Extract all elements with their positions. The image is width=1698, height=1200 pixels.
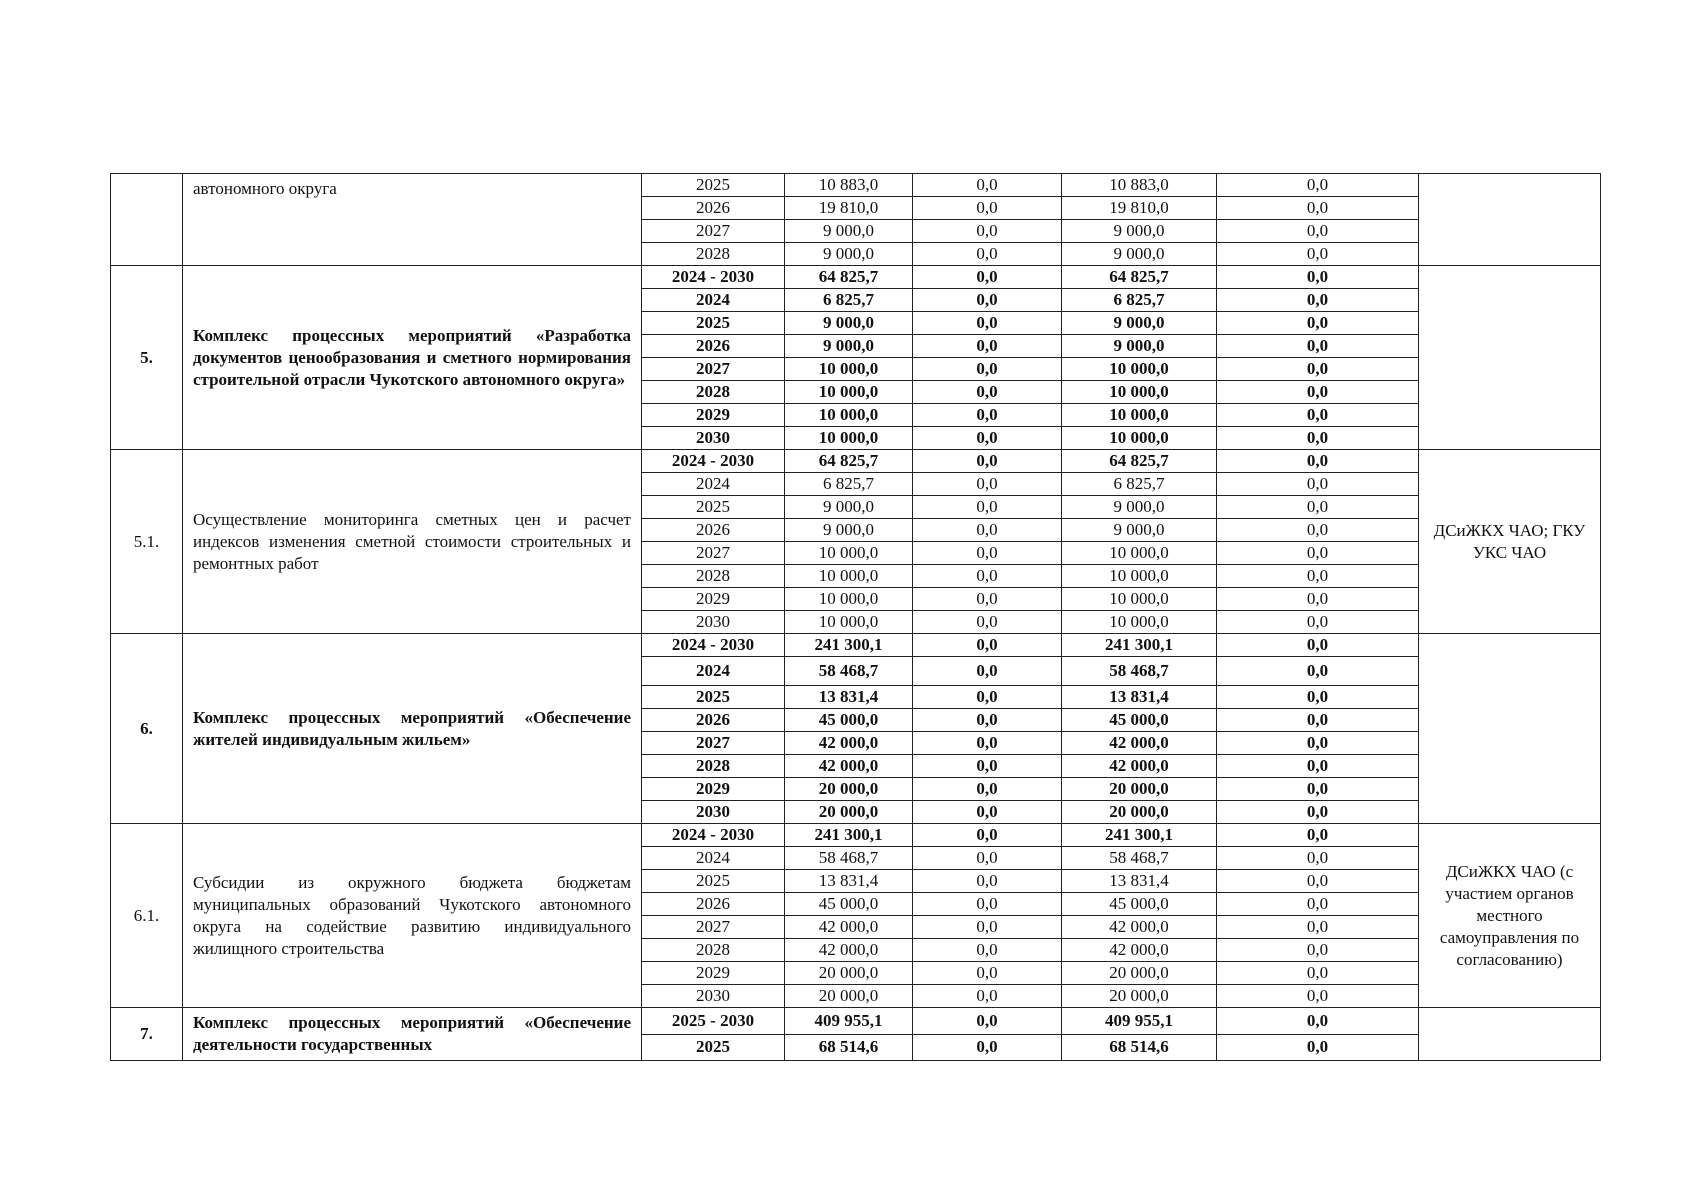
- total-cell: 45 000,0: [785, 893, 913, 916]
- period-cell: 2024 - 2030: [642, 634, 785, 657]
- period-cell: 2024: [642, 847, 785, 870]
- federal-cell: 0,0: [913, 985, 1062, 1008]
- table-row: [111, 266, 1601, 289]
- other-cell: 0,0: [1217, 473, 1419, 496]
- period-cell: 2025: [642, 1034, 785, 1061]
- regional-cell: 42 000,0: [1062, 732, 1217, 755]
- other-cell: 0,0: [1217, 289, 1419, 312]
- other-cell: 0,0: [1217, 801, 1419, 824]
- other-cell: 0,0: [1217, 588, 1419, 611]
- period-cell: 2028: [642, 755, 785, 778]
- regional-cell: 64 825,7: [1062, 450, 1217, 473]
- total-cell: 10 000,0: [785, 565, 913, 588]
- period-cell: 2024 - 2030: [642, 266, 785, 289]
- item-number: 5.: [111, 266, 183, 450]
- other-cell: 0,0: [1217, 709, 1419, 732]
- federal-cell: 0,0: [913, 381, 1062, 404]
- other-cell: 0,0: [1217, 870, 1419, 893]
- regional-cell: 9 000,0: [1062, 243, 1217, 266]
- federal-cell: 0,0: [913, 404, 1062, 427]
- federal-cell: 0,0: [913, 916, 1062, 939]
- regional-cell: 42 000,0: [1062, 916, 1217, 939]
- period-cell: 2028: [642, 381, 785, 404]
- other-cell: 0,0: [1217, 985, 1419, 1008]
- federal-cell: 0,0: [913, 427, 1062, 450]
- table-row: [111, 824, 1601, 847]
- total-cell: 42 000,0: [785, 939, 913, 962]
- other-cell: 0,0: [1217, 657, 1419, 686]
- federal-cell: 0,0: [913, 243, 1062, 266]
- federal-cell: 0,0: [913, 473, 1062, 496]
- regional-cell: 58 468,7: [1062, 657, 1217, 686]
- total-cell: 20 000,0: [785, 962, 913, 985]
- other-cell: 0,0: [1217, 847, 1419, 870]
- regional-cell: 13 831,4: [1062, 870, 1217, 893]
- total-cell: 10 000,0: [785, 404, 913, 427]
- regional-cell: 409 955,1: [1062, 1008, 1217, 1035]
- regional-cell: 20 000,0: [1062, 985, 1217, 1008]
- item-number: [111, 174, 183, 266]
- total-cell: 13 831,4: [785, 870, 913, 893]
- period-cell: 2030: [642, 985, 785, 1008]
- federal-cell: 0,0: [913, 1034, 1062, 1061]
- period-cell: 2024 - 2030: [642, 824, 785, 847]
- federal-cell: 0,0: [913, 358, 1062, 381]
- period-cell: 2025: [642, 870, 785, 893]
- other-cell: 0,0: [1217, 243, 1419, 266]
- budget-table: [110, 173, 1601, 1061]
- regional-cell: 10 883,0: [1062, 174, 1217, 197]
- table-row: [111, 1008, 1601, 1035]
- federal-cell: 0,0: [913, 519, 1062, 542]
- regional-cell: 42 000,0: [1062, 755, 1217, 778]
- regional-cell: 10 000,0: [1062, 404, 1217, 427]
- federal-cell: 0,0: [913, 801, 1062, 824]
- federal-cell: 0,0: [913, 542, 1062, 565]
- regional-cell: 13 831,4: [1062, 686, 1217, 709]
- total-cell: 241 300,1: [785, 634, 913, 657]
- other-cell: 0,0: [1217, 611, 1419, 634]
- period-cell: 2026: [642, 709, 785, 732]
- total-cell: 10 000,0: [785, 542, 913, 565]
- total-cell: 10 000,0: [785, 381, 913, 404]
- federal-cell: 0,0: [913, 824, 1062, 847]
- regional-cell: 45 000,0: [1062, 893, 1217, 916]
- regional-cell: 6 825,7: [1062, 473, 1217, 496]
- item-name: Осуществление мониторинга сметных цен и расчет индексов изменения сметной стоимости строительных и ремонтных работ: [183, 450, 642, 634]
- regional-cell: 64 825,7: [1062, 266, 1217, 289]
- regional-cell: 241 300,1: [1062, 634, 1217, 657]
- federal-cell: 0,0: [913, 220, 1062, 243]
- total-cell: 64 825,7: [785, 450, 913, 473]
- regional-cell: 20 000,0: [1062, 778, 1217, 801]
- other-cell: 0,0: [1217, 450, 1419, 473]
- federal-cell: 0,0: [913, 312, 1062, 335]
- other-cell: 0,0: [1217, 755, 1419, 778]
- federal-cell: 0,0: [913, 778, 1062, 801]
- period-cell: 2028: [642, 939, 785, 962]
- other-cell: 0,0: [1217, 1008, 1419, 1035]
- period-cell: 2030: [642, 427, 785, 450]
- federal-cell: 0,0: [913, 588, 1062, 611]
- regional-cell: 10 000,0: [1062, 542, 1217, 565]
- responsible-executor: [1419, 174, 1601, 266]
- other-cell: 0,0: [1217, 1034, 1419, 1061]
- total-cell: 13 831,4: [785, 686, 913, 709]
- period-cell: 2024: [642, 473, 785, 496]
- period-cell: 2029: [642, 962, 785, 985]
- regional-cell: 9 000,0: [1062, 312, 1217, 335]
- regional-cell: 19 810,0: [1062, 197, 1217, 220]
- total-cell: 9 000,0: [785, 519, 913, 542]
- other-cell: 0,0: [1217, 197, 1419, 220]
- total-cell: 9 000,0: [785, 243, 913, 266]
- total-cell: 20 000,0: [785, 778, 913, 801]
- total-cell: 9 000,0: [785, 312, 913, 335]
- total-cell: 9 000,0: [785, 220, 913, 243]
- federal-cell: 0,0: [913, 611, 1062, 634]
- responsible-executor: [1419, 634, 1601, 824]
- regional-cell: 45 000,0: [1062, 709, 1217, 732]
- responsible-executor: ДСиЖКХ ЧАО; ГКУ УКС ЧАО: [1419, 450, 1601, 634]
- period-cell: 2030: [642, 801, 785, 824]
- total-cell: 19 810,0: [785, 197, 913, 220]
- total-cell: 409 955,1: [785, 1008, 913, 1035]
- total-cell: 10 000,0: [785, 427, 913, 450]
- item-number: 6.1.: [111, 824, 183, 1008]
- table-row: [111, 450, 1601, 473]
- period-cell: 2025: [642, 312, 785, 335]
- period-cell: 2025: [642, 174, 785, 197]
- period-cell: 2025: [642, 496, 785, 519]
- other-cell: 0,0: [1217, 778, 1419, 801]
- federal-cell: 0,0: [913, 870, 1062, 893]
- federal-cell: 0,0: [913, 709, 1062, 732]
- period-cell: 2024: [642, 657, 785, 686]
- federal-cell: 0,0: [913, 565, 1062, 588]
- federal-cell: 0,0: [913, 847, 1062, 870]
- total-cell: 42 000,0: [785, 916, 913, 939]
- other-cell: 0,0: [1217, 824, 1419, 847]
- regional-cell: 10 000,0: [1062, 565, 1217, 588]
- other-cell: 0,0: [1217, 686, 1419, 709]
- regional-cell: 10 000,0: [1062, 427, 1217, 450]
- regional-cell: 9 000,0: [1062, 519, 1217, 542]
- other-cell: 0,0: [1217, 542, 1419, 565]
- item-name: автономного округа: [183, 174, 642, 266]
- item-name: Комплекс процессных мероприятий «Разработка документов ценообразования и сметного нормирования строительной отрасли Чукотского автономного округа»: [183, 266, 642, 450]
- regional-cell: 68 514,6: [1062, 1034, 1217, 1061]
- responsible-executor: [1419, 266, 1601, 450]
- other-cell: 0,0: [1217, 381, 1419, 404]
- period-cell: 2027: [642, 542, 785, 565]
- period-cell: 2027: [642, 732, 785, 755]
- regional-cell: 10 000,0: [1062, 358, 1217, 381]
- other-cell: 0,0: [1217, 358, 1419, 381]
- other-cell: 0,0: [1217, 174, 1419, 197]
- item-number: 6.: [111, 634, 183, 824]
- other-cell: 0,0: [1217, 404, 1419, 427]
- period-cell: 2026: [642, 197, 785, 220]
- period-cell: 2027: [642, 916, 785, 939]
- federal-cell: 0,0: [913, 962, 1062, 985]
- federal-cell: 0,0: [913, 939, 1062, 962]
- federal-cell: 0,0: [913, 686, 1062, 709]
- total-cell: 10 883,0: [785, 174, 913, 197]
- total-cell: 9 000,0: [785, 335, 913, 358]
- other-cell: 0,0: [1217, 565, 1419, 588]
- regional-cell: 10 000,0: [1062, 588, 1217, 611]
- item-name: Комплекс процессных мероприятий «Обеспечение деятельности государственных: [183, 1008, 642, 1061]
- period-cell: 2024 - 2030: [642, 450, 785, 473]
- federal-cell: 0,0: [913, 174, 1062, 197]
- period-cell: 2029: [642, 404, 785, 427]
- responsible-executor: [1419, 1008, 1601, 1061]
- federal-cell: 0,0: [913, 1008, 1062, 1035]
- federal-cell: 0,0: [913, 450, 1062, 473]
- item-name: Субсидии из окружного бюджета бюджетам муниципальных образований Чукотского автономного округа на содействие развитию индивидуального жилищного строительства: [183, 824, 642, 1008]
- table-body: [111, 174, 1601, 1061]
- total-cell: 58 468,7: [785, 847, 913, 870]
- total-cell: 9 000,0: [785, 496, 913, 519]
- period-cell: 2026: [642, 335, 785, 358]
- federal-cell: 0,0: [913, 335, 1062, 358]
- federal-cell: 0,0: [913, 496, 1062, 519]
- total-cell: 42 000,0: [785, 755, 913, 778]
- other-cell: 0,0: [1217, 939, 1419, 962]
- other-cell: 0,0: [1217, 312, 1419, 335]
- federal-cell: 0,0: [913, 732, 1062, 755]
- table-row: [111, 634, 1601, 657]
- responsible-executor: ДСиЖКХ ЧАО (с участием органов местного самоуправления по согласованию): [1419, 824, 1601, 1008]
- total-cell: 10 000,0: [785, 358, 913, 381]
- federal-cell: 0,0: [913, 634, 1062, 657]
- period-cell: 2028: [642, 243, 785, 266]
- federal-cell: 0,0: [913, 197, 1062, 220]
- period-cell: 2029: [642, 588, 785, 611]
- regional-cell: 20 000,0: [1062, 801, 1217, 824]
- total-cell: 6 825,7: [785, 289, 913, 312]
- regional-cell: 9 000,0: [1062, 496, 1217, 519]
- regional-cell: 42 000,0: [1062, 939, 1217, 962]
- item-number: 5.1.: [111, 450, 183, 634]
- regional-cell: 9 000,0: [1062, 335, 1217, 358]
- period-cell: 2024: [642, 289, 785, 312]
- regional-cell: 10 000,0: [1062, 611, 1217, 634]
- regional-cell: 6 825,7: [1062, 289, 1217, 312]
- total-cell: 45 000,0: [785, 709, 913, 732]
- total-cell: 42 000,0: [785, 732, 913, 755]
- item-name: Комплекс процессных мероприятий «Обеспечение жителей индивидуальным жильем»: [183, 634, 642, 824]
- federal-cell: 0,0: [913, 657, 1062, 686]
- period-cell: 2029: [642, 778, 785, 801]
- total-cell: 20 000,0: [785, 801, 913, 824]
- period-cell: 2028: [642, 565, 785, 588]
- total-cell: 6 825,7: [785, 473, 913, 496]
- other-cell: 0,0: [1217, 427, 1419, 450]
- period-cell: 2026: [642, 519, 785, 542]
- federal-cell: 0,0: [913, 755, 1062, 778]
- other-cell: 0,0: [1217, 496, 1419, 519]
- other-cell: 0,0: [1217, 335, 1419, 358]
- federal-cell: 0,0: [913, 289, 1062, 312]
- total-cell: 10 000,0: [785, 611, 913, 634]
- item-number: 7.: [111, 1008, 183, 1061]
- regional-cell: 58 468,7: [1062, 847, 1217, 870]
- other-cell: 0,0: [1217, 634, 1419, 657]
- other-cell: 0,0: [1217, 220, 1419, 243]
- regional-cell: 9 000,0: [1062, 220, 1217, 243]
- period-cell: 2027: [642, 220, 785, 243]
- total-cell: 58 468,7: [785, 657, 913, 686]
- other-cell: 0,0: [1217, 732, 1419, 755]
- other-cell: 0,0: [1217, 266, 1419, 289]
- total-cell: 64 825,7: [785, 266, 913, 289]
- total-cell: 10 000,0: [785, 588, 913, 611]
- federal-cell: 0,0: [913, 893, 1062, 916]
- total-cell: 241 300,1: [785, 824, 913, 847]
- federal-cell: 0,0: [913, 266, 1062, 289]
- other-cell: 0,0: [1217, 916, 1419, 939]
- total-cell: 20 000,0: [785, 985, 913, 1008]
- regional-cell: 20 000,0: [1062, 962, 1217, 985]
- other-cell: 0,0: [1217, 519, 1419, 542]
- regional-cell: 10 000,0: [1062, 381, 1217, 404]
- period-cell: 2027: [642, 358, 785, 381]
- period-cell: 2026: [642, 893, 785, 916]
- period-cell: 2025 - 2030: [642, 1008, 785, 1035]
- period-cell: 2030: [642, 611, 785, 634]
- table-row: [111, 174, 1601, 197]
- other-cell: 0,0: [1217, 893, 1419, 916]
- total-cell: 68 514,6: [785, 1034, 913, 1061]
- period-cell: 2025: [642, 686, 785, 709]
- other-cell: 0,0: [1217, 962, 1419, 985]
- regional-cell: 241 300,1: [1062, 824, 1217, 847]
